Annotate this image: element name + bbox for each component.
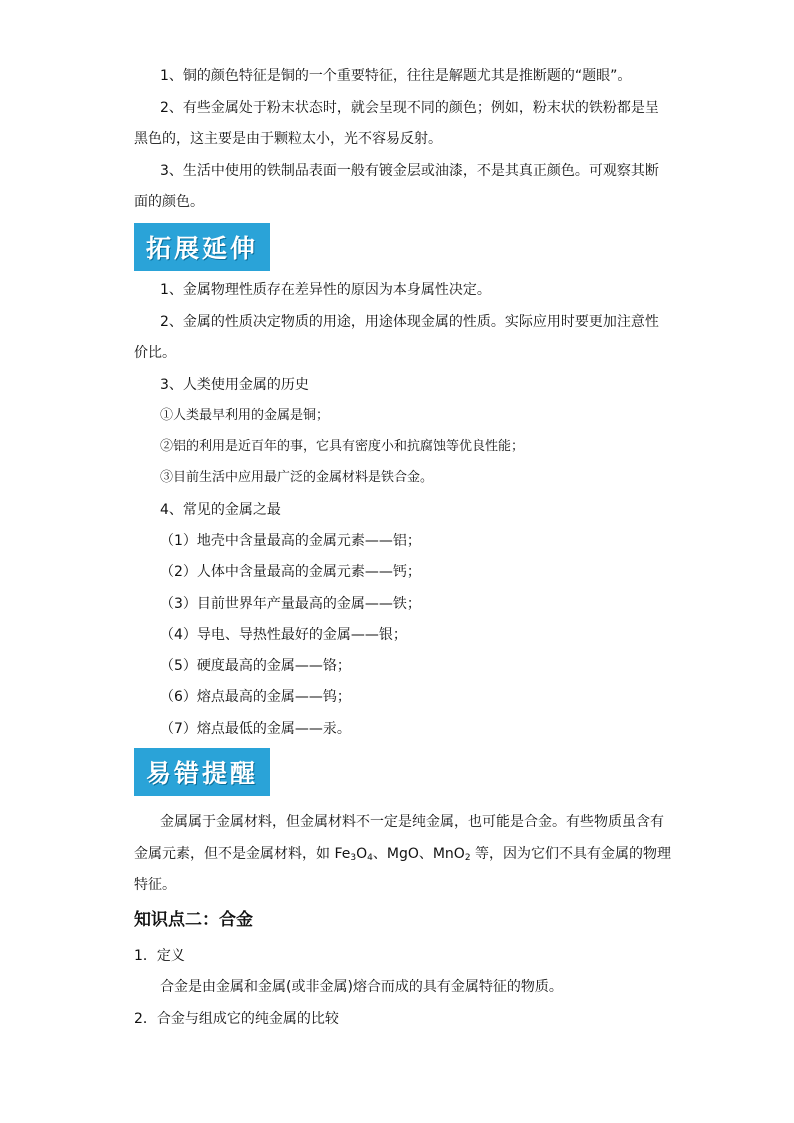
mistake-line-2: 金属元素，但不是金属材料，如 $Fe_3O_4$、MgO、MnO$_2$ 等，因为它们不具有金属的物理 — [134, 846, 672, 863]
definition-title: 1．定义 — [134, 948, 185, 964]
extend-2-line-2: 价比。 — [134, 345, 176, 361]
metal-record-item: （6）熔点最高的金属——钨； — [160, 689, 351, 705]
metal-record-item: （5）硬度最高的金属——铬； — [160, 658, 351, 674]
note-3-line-2: 面的颜色。 — [134, 194, 204, 210]
note-2-line-2: 黑色的，这主要是由于颗粒太小，光不容易反射。 — [134, 131, 442, 147]
note-3-line-1: 3、生活中使用的铁制品表面一般有镀金层或油漆，不是其真正颜色。可观察其断 — [160, 163, 659, 179]
metal-record-item: （3）目前世界年产量最高的金属——铁； — [160, 596, 421, 612]
mistake-line-1: 金属属于金属材料，但金属材料不一定是纯金属，也可能是合金。有些物质虽含有 — [160, 814, 664, 830]
metal-record-item: （7）熔点最低的金属——汞。 — [160, 721, 351, 737]
definition-text: 合金是由金属和金属(或非金属)熔合而成的具有金属特征的物质。 — [160, 979, 563, 995]
history-item: ③目前生活中应用最广泛的金属材料是铁合金。 — [160, 470, 434, 485]
note-1: 1、铜的颜色特征是铜的一个重要特征，往往是解题尤其是推断题的“题眼”。 — [160, 68, 632, 84]
metal-record-item: （1）地壳中含量最高的金属元素——铝； — [160, 533, 421, 549]
extend-1: 1、金属物理性质存在差异性的原因为本身属性决定。 — [160, 282, 491, 298]
history-item: ②铝的利用是近百年的事，它具有密度小和抗腐蚀等优良性能； — [160, 439, 525, 454]
mistake-line-3: 特征。 — [134, 877, 176, 893]
note-2-line-1: 2、有些金属处于粉末状态时，就会呈现不同的颜色；例如，粉末状的铁粉都是呈 — [160, 100, 659, 116]
metal-record-item: （4）导电、导热性最好的金属——银； — [160, 627, 407, 643]
metal-record-item: （2）人体中含量最高的金属元素——钙； — [160, 564, 421, 580]
section-heading: 知识点二：合金 — [134, 910, 253, 930]
extend-3-title: 3、人类使用金属的历史 — [160, 377, 309, 393]
comparison-title: 2．合金与组成它的纯金属的比较 — [134, 1011, 339, 1027]
extend-4-title: 4、常见的金属之最 — [160, 502, 281, 518]
history-item: ①人类最早利用的金属是铜； — [160, 408, 330, 423]
banner-extend: 拓展延伸 — [134, 223, 270, 271]
banner-mistake: 易错提醒 — [134, 748, 270, 796]
extend-2-line-1: 2、金属的性质决定物质的用途，用途体现金属的性质。实际应用时要更加注意性 — [160, 314, 659, 330]
